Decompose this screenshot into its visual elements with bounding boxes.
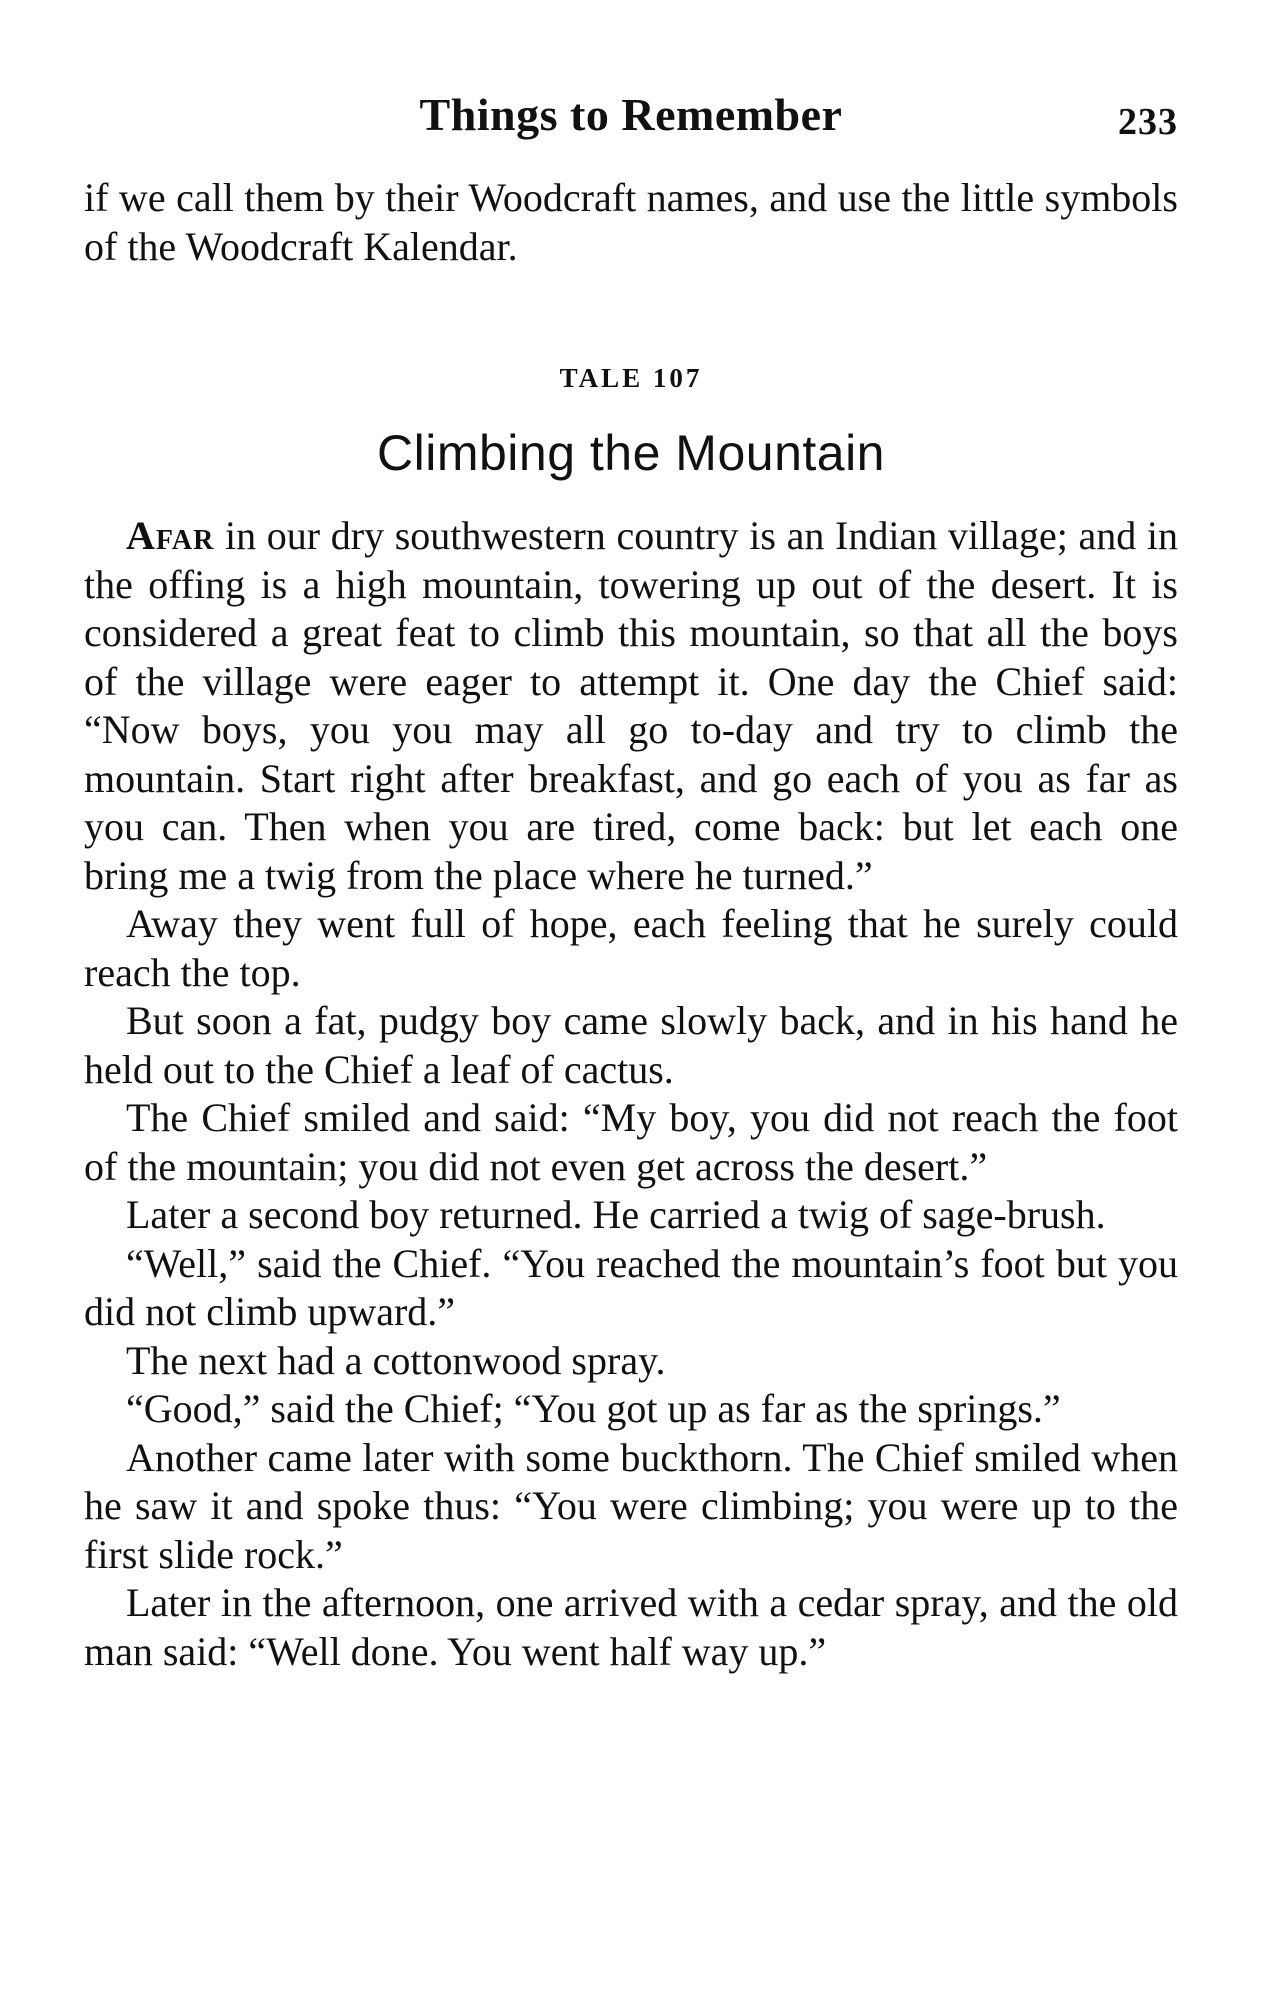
story-paragraph: “Good,” said the Chief; “You got up as far as the springs.” [126,1386,1061,1431]
tale-title: Climbing the Mountain [377,425,885,481]
story-paragraph: Later in the afternoon, one arrived with a cedar spray, and the old man said: “Well done. You went half way up.” [84,1580,1178,1674]
story-paragraph: Away they went full of hope, each feeling that he surely could reach the top. [84,901,1178,995]
opening-word: Afar [126,513,215,558]
running-head: Things to Remember [419,89,843,140]
story-paragraph: Later a second boy returned. He carried a twig of sage-brush. [126,1192,1106,1237]
paragraph-text: in our dry southwestern country is an Indian village; and in the offing is a high mountain, towering up out of the desert. It is considered a great feat to climb this mountain, so that all the boys of the village were eager to attempt it. One day the Chief said: “Now boys, you you may all go to-day and try to climb the mountain. Start right after breakfast, and go each of you as far as you can. Then when you are tired, come back: but let each one bring me a twig from the place where he turned.” [84,513,1178,898]
story-paragraph: But soon a fat, pudgy boy came slowly back, and in his hand he held out to the Chief a leaf of cactus. [84,998,1178,1092]
book-page [84,70,1178,1676]
story-paragraph: Another came later with some buckthorn. The Chief smiled when he saw it and spoke thus: “You were climbing; you were up to the first slide rock.” [84,1434,1178,1577]
story-paragraph: The next had a cottonwood spray. [126,1337,666,1383]
story-paragraph [84,512,1178,900]
story-paragraph: “Well,” said the Chief. “You reached the mountain’s foot but you did not climb upward.” [84,1240,1178,1334]
page-header [84,70,1178,143]
tale-number: TALE 107 [559,363,703,393]
story-paragraph: The Chief smiled and said: “My boy, you did not reach the foot of the mountain; you did not even get across the desert.” [84,1095,1178,1189]
story-body [84,512,1178,1676]
continued-paragraph: if we call them by their Woodcraft names, and use the little symbols of the Woodcraft Kalendar. [84,175,1178,269]
page-number: 233 [1118,101,1178,143]
